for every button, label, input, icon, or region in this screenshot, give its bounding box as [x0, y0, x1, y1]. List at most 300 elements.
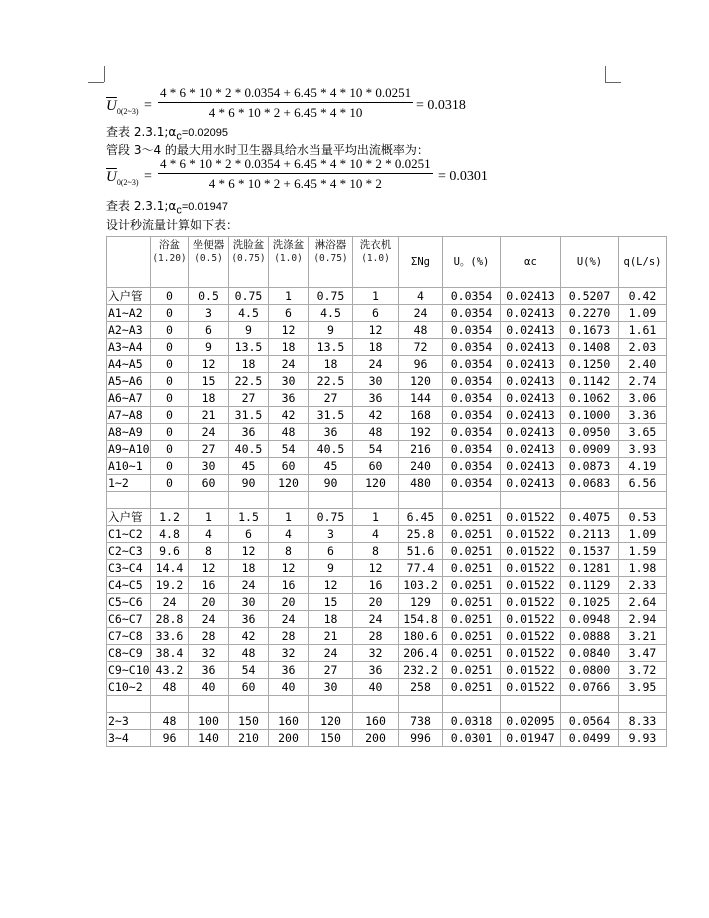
table-cell: 6 — [309, 543, 353, 560]
table-cell: 33.6 — [151, 628, 189, 645]
table-cell: 144 — [399, 390, 443, 407]
column-header-name: U(%) — [576, 255, 603, 268]
table-cell: 60 — [269, 458, 309, 475]
table-row — [107, 407, 667, 424]
table-cell: 4 — [269, 526, 309, 543]
table-cell — [561, 696, 619, 713]
formula-1-result: = 0.0318 — [416, 98, 466, 113]
table-cell: 0.75 — [229, 288, 269, 305]
table-cell: 0.0318 — [443, 713, 501, 730]
table-cell: 28.8 — [151, 611, 189, 628]
table-cell: 72 — [399, 339, 443, 356]
table-cell: 2.94 — [619, 611, 667, 628]
table-row — [107, 679, 667, 696]
table-cell: 36 — [309, 424, 353, 441]
table-cell: 0.01522 — [501, 526, 561, 543]
table-row — [107, 339, 667, 356]
table-cell: 120 — [309, 713, 353, 730]
table-cell: 480 — [399, 475, 443, 492]
table-cell: 0.1025 — [561, 594, 619, 611]
pipe-segment-cell: A8~A9 — [107, 424, 151, 441]
pipe-segment-cell — [107, 696, 151, 713]
table-cell: 0.0251 — [443, 509, 501, 526]
table-cell: 9 — [189, 339, 229, 356]
pipe-segment-cell: 2~3 — [107, 713, 151, 730]
table-cell: 77.4 — [399, 560, 443, 577]
table-cell: 0.75 — [309, 288, 353, 305]
table-cell: 0.02413 — [501, 390, 561, 407]
table-cell: 9 — [309, 560, 353, 577]
pipe-segment-cell: A9~A10 — [108, 442, 150, 456]
table-cell: 160 — [269, 713, 309, 730]
table-cell — [501, 696, 561, 713]
table-cell: 0.0354 — [443, 407, 501, 424]
table-cell: 36 — [353, 662, 399, 679]
pipe-segment-cell: C6~C7 — [107, 611, 151, 628]
table-cell: 3.72 — [619, 662, 667, 679]
table-cell: 9.93 — [619, 730, 667, 747]
table-cell: 36 — [269, 390, 309, 407]
table-cell: 0 — [151, 339, 189, 356]
table-cell: 96 — [151, 730, 189, 747]
table-cell: 200 — [353, 730, 399, 747]
table-row — [107, 458, 667, 475]
table-cell: 24 — [269, 356, 309, 373]
table-cell: 40 — [189, 679, 229, 696]
table-cell: 0.5 — [189, 288, 229, 305]
table-cell: 1 — [269, 509, 309, 526]
table-cell: 0.0909 — [561, 441, 619, 458]
table-cell: 0.01522 — [501, 577, 561, 594]
pipe-segment-cell: A1~A2 — [107, 305, 151, 322]
table-intro: 设计秒流量计算如下表： — [106, 218, 239, 232]
table-cell: 0.01522 — [501, 611, 561, 628]
table-cell: 0.0251 — [443, 594, 501, 611]
table-cell: 4.5 — [309, 305, 353, 322]
table-cell: 51.6 — [399, 543, 443, 560]
table-cell: 0.02413 — [501, 322, 561, 339]
table-cell: 210 — [229, 730, 269, 747]
table-cell: 0.2270 — [561, 305, 619, 322]
table-cell: 0 — [151, 356, 189, 373]
table-row — [107, 662, 667, 679]
table-cell: 0.0873 — [561, 458, 619, 475]
table-cell: 0 — [151, 407, 189, 424]
lookup-line-1: 查表 $2.3.1;\alpha_c=0.02095$ — [106, 125, 228, 143]
table-cell: 0.0251 — [443, 560, 501, 577]
table-cell: 40 — [353, 679, 399, 696]
table-cell: 140 — [189, 730, 229, 747]
table-cell: 60 — [353, 458, 399, 475]
formula-1-fraction — [158, 85, 413, 121]
column-header-name: q(L/s) — [623, 255, 662, 268]
table-cell: 0.1673 — [561, 322, 619, 339]
column-header-name: 浴盆 — [159, 239, 180, 251]
table-cell: 0.0354 — [443, 339, 501, 356]
pipe-segment-cell: C3~C4 — [107, 560, 151, 577]
table-row — [107, 390, 667, 407]
table-cell: 4 — [353, 526, 399, 543]
table-cell: 2.33 — [619, 577, 667, 594]
column-header-unit: (1.0) — [361, 253, 390, 264]
pipe-segment-cell: C4~C5 — [107, 577, 151, 594]
table-cell: 206.4 — [399, 645, 443, 662]
table-cell: 15 — [189, 373, 229, 390]
table-cell: 0 — [151, 458, 189, 475]
column-header-0 — [107, 237, 151, 288]
table-cell: 0.01947 — [501, 730, 561, 747]
table-cell: 1.98 — [619, 560, 667, 577]
table-cell: 36 — [189, 662, 229, 679]
table-cell: 48 — [151, 713, 189, 730]
pipe-segment-cell: C10~2 — [107, 679, 151, 696]
table-cell: 0 — [151, 305, 189, 322]
column-header-name: 洗涤盆 — [272, 239, 305, 251]
table-cell: 4.5 — [229, 305, 269, 322]
table-cell: 18 — [353, 339, 399, 356]
table-cell: 0.01522 — [501, 662, 561, 679]
table-cell: 36 — [269, 662, 309, 679]
table-cell: 6 — [229, 526, 269, 543]
table-cell: 1 — [189, 509, 229, 526]
table-row — [107, 305, 667, 322]
table-cell: 42 — [269, 407, 309, 424]
table-cell: 0.1408 — [561, 339, 619, 356]
table-cell: 48 — [269, 424, 309, 441]
column-header-1 — [151, 237, 189, 288]
table-cell: 42 — [353, 407, 399, 424]
table-cell: 0.1000 — [561, 407, 619, 424]
table-cell: 40.5 — [309, 441, 353, 458]
table-cell — [229, 696, 269, 713]
table-cell: 4.19 — [619, 458, 667, 475]
pipe-segment-cell: C9~C10 — [108, 663, 150, 677]
table-cell: 25.8 — [399, 526, 443, 543]
table-cell: 0.02413 — [501, 441, 561, 458]
pipe-segment-cell: A7~A8 — [107, 407, 151, 424]
table-row — [107, 288, 667, 305]
table-cell: 18 — [269, 339, 309, 356]
table-cell: 0.4075 — [561, 509, 619, 526]
pipe-segment-cell: C2~C3 — [107, 543, 151, 560]
table-cell: 40 — [269, 679, 309, 696]
table-cell: 20 — [269, 594, 309, 611]
table-row — [107, 628, 667, 645]
table-cell: 0 — [151, 288, 189, 305]
table-cell: 48 — [353, 424, 399, 441]
table-cell: 3.47 — [619, 645, 667, 662]
table-cell: 3.65 — [619, 424, 667, 441]
table-cell — [189, 696, 229, 713]
table-cell: 40.5 — [229, 441, 269, 458]
table-cell: 0.0251 — [443, 611, 501, 628]
table-cell: 27 — [309, 662, 353, 679]
table-cell: 0.1142 — [561, 373, 619, 390]
column-header-3 — [229, 237, 269, 288]
table-cell: 0.1062 — [561, 390, 619, 407]
table-cell: 12 — [353, 322, 399, 339]
table-cell: 0.0251 — [443, 645, 501, 662]
table-cell: 240 — [399, 458, 443, 475]
table-cell: 48 — [151, 679, 189, 696]
table-cell: 0.0354 — [443, 288, 501, 305]
formula-2-numerator: 4 * 6 * 10 * 2 * 0.0354 + 6.45 * 4 * 10 * 2 * 0.0251 — [158, 156, 433, 174]
table-cell: 43.2 — [151, 662, 189, 679]
table-cell: 0.01522 — [501, 543, 561, 560]
table-cell: 13.5 — [309, 339, 353, 356]
table-row — [107, 577, 667, 594]
table-cell: 96 — [399, 356, 443, 373]
table-cell: 0.02413 — [501, 339, 561, 356]
table-cell: 32 — [189, 645, 229, 662]
pipe-segment-cell: C1~C2 — [107, 526, 151, 543]
table-cell: 13.5 — [229, 339, 269, 356]
table-cell: 54 — [353, 441, 399, 458]
table-row — [107, 492, 667, 509]
page-corner-mark-top-left — [104, 66, 105, 82]
table-cell: 22.5 — [229, 373, 269, 390]
column-header-name: 坐便器 — [192, 239, 225, 251]
table-cell: 0.0354 — [443, 356, 501, 373]
table-cell: 18 — [189, 390, 229, 407]
table-cell: 0.01522 — [501, 594, 561, 611]
table-cell: 0 — [151, 373, 189, 390]
formula-2-fraction — [158, 156, 433, 192]
table-cell: 27 — [229, 390, 269, 407]
table-row — [107, 713, 667, 730]
table-cell: 100 — [189, 713, 229, 730]
table-cell — [229, 492, 269, 509]
table-cell — [269, 696, 309, 713]
table-cell: 0.02413 — [501, 288, 561, 305]
table-cell: 54 — [269, 441, 309, 458]
table-cell: 45 — [309, 458, 353, 475]
table-cell: 0 — [151, 475, 189, 492]
formula-2-denominator: 4 * 6 * 10 * 2 + 6.45 * 4 * 10 * 2 — [208, 176, 382, 191]
table-cell: 0.01522 — [501, 509, 561, 526]
table-cell: 0.0251 — [443, 628, 501, 645]
table-cell — [309, 696, 353, 713]
column-header-unit: (0.75) — [313, 253, 348, 264]
table-cell: 232.2 — [399, 662, 443, 679]
table-cell: 4 — [399, 288, 443, 305]
table-cell: 0.5207 — [561, 288, 619, 305]
pipe-segment-cell: A3~A4 — [107, 339, 151, 356]
table-cell: 0.0766 — [561, 679, 619, 696]
table-cell: 18 — [229, 356, 269, 373]
table-cell: 0.0840 — [561, 645, 619, 662]
table-cell: 30 — [353, 373, 399, 390]
design-flow-table — [106, 236, 667, 747]
table-cell: 216 — [399, 441, 443, 458]
formula-1-lhs: $\overline{U}_{0(2\sim 3)}$ — [106, 98, 139, 116]
table-cell: 0.01522 — [501, 628, 561, 645]
table-cell — [619, 696, 667, 713]
table-cell: 1.2 — [151, 509, 189, 526]
table-row — [107, 373, 667, 390]
column-header-7 — [399, 237, 443, 288]
table-cell: 0.1537 — [561, 543, 619, 560]
formula-1-denominator: 4 * 6 * 10 * 2 + 6.45 * 4 * 10 — [208, 105, 363, 120]
table-cell: 6 — [353, 305, 399, 322]
table-cell: 200 — [269, 730, 309, 747]
pipe-segment-cell: A4~A5 — [107, 356, 151, 373]
table-cell: 28 — [189, 628, 229, 645]
table-cell: 0.0301 — [443, 730, 501, 747]
formula-1-numerator: 4 * 6 * 10 * 2 * 0.0354 + 6.45 * 4 * 10 * 0.0251 — [158, 85, 413, 103]
table-cell: 22.5 — [309, 373, 353, 390]
table-cell: 3 — [309, 526, 353, 543]
table-cell: 0.0354 — [443, 390, 501, 407]
table-cell: 0.0354 — [443, 305, 501, 322]
table-cell: 9 — [309, 322, 353, 339]
table-cell: 24 — [353, 356, 399, 373]
table-cell: 192 — [399, 424, 443, 441]
table-cell: 129 — [399, 594, 443, 611]
table-cell: 24 — [309, 645, 353, 662]
table-cell: 42 — [229, 628, 269, 645]
table-cell: 16 — [269, 577, 309, 594]
table-cell — [353, 492, 399, 509]
table-row — [107, 730, 667, 747]
pipe-segment-cell: A10~1 — [107, 458, 151, 475]
table-cell: 30 — [229, 594, 269, 611]
table-cell: 0.01522 — [501, 560, 561, 577]
table-cell: 1.5 — [229, 509, 269, 526]
table-cell: 3.06 — [619, 390, 667, 407]
table-cell: 0.1281 — [561, 560, 619, 577]
table-cell: 258 — [399, 679, 443, 696]
table-cell: 0.1129 — [561, 577, 619, 594]
table-cell: 38.4 — [151, 645, 189, 662]
table-cell: 0.0800 — [561, 662, 619, 679]
table-cell: 48 — [229, 645, 269, 662]
page-corner-mark-top-right — [605, 66, 606, 82]
table-cell: 120 — [399, 373, 443, 390]
column-header-unit: (1.0) — [274, 253, 303, 264]
table-cell: 16 — [189, 577, 229, 594]
table-cell: 90 — [229, 475, 269, 492]
table-cell: 28 — [353, 628, 399, 645]
table-cell: 30 — [309, 679, 353, 696]
pipe-segment-cell — [107, 492, 151, 509]
table-cell: 103.2 — [399, 577, 443, 594]
table-cell: 120 — [269, 475, 309, 492]
table-cell: 0.0251 — [443, 662, 501, 679]
table-cell: 150 — [309, 730, 353, 747]
table-cell — [399, 696, 443, 713]
table-cell: 154.8 — [399, 611, 443, 628]
table-cell: 18 — [309, 356, 353, 373]
table-cell: 1 — [269, 288, 309, 305]
column-header-unit: (1.20) — [152, 253, 187, 264]
table-cell: 0.0683 — [561, 475, 619, 492]
column-header-8 — [443, 237, 501, 288]
table-cell: 0.0354 — [443, 441, 501, 458]
table-cell: 18 — [309, 611, 353, 628]
table-cell: 1.61 — [619, 322, 667, 339]
page-corner-mark-top-left-h — [88, 82, 104, 83]
column-header-name: 淋浴器 — [314, 239, 347, 251]
table-cell — [443, 696, 501, 713]
table-cell: 12 — [189, 560, 229, 577]
table-cell: 996 — [399, 730, 443, 747]
table-row — [107, 696, 667, 713]
table-cell: 3.95 — [619, 679, 667, 696]
table-cell — [443, 492, 501, 509]
table-cell: 12 — [229, 543, 269, 560]
table-cell: 0.0499 — [561, 730, 619, 747]
table-cell — [269, 492, 309, 509]
table-cell — [353, 696, 399, 713]
table-cell — [619, 492, 667, 509]
table-cell: 0.0354 — [443, 373, 501, 390]
table-cell: 0.02413 — [501, 475, 561, 492]
table-cell: 90 — [309, 475, 353, 492]
table-cell: 32 — [353, 645, 399, 662]
table-cell: 8 — [269, 543, 309, 560]
table-row — [107, 475, 667, 492]
table-cell: 14.4 — [151, 560, 189, 577]
column-header-name: 洗衣机 — [359, 239, 392, 251]
table-cell: 150 — [229, 713, 269, 730]
column-header-name: 洗脸盆 — [232, 239, 265, 251]
table-cell: 21 — [309, 628, 353, 645]
table-header-row — [107, 237, 667, 288]
table-cell: 0.0354 — [443, 475, 501, 492]
table-cell: 1.09 — [619, 305, 667, 322]
table-cell: 0.01522 — [501, 645, 561, 662]
table-cell: 30 — [189, 458, 229, 475]
column-header-unit: (0.75) — [231, 253, 266, 264]
table-cell — [309, 492, 353, 509]
lookup-line-2: 查表 $2.3.1;\alpha_c=0.01947$ — [106, 199, 228, 217]
table-row — [107, 356, 667, 373]
pipe-segment-cell: C5~C6 — [107, 594, 151, 611]
table-cell: 20 — [189, 594, 229, 611]
table-cell: 3 — [189, 305, 229, 322]
table-cell: 1 — [353, 509, 399, 526]
table-cell: 9 — [229, 322, 269, 339]
table-cell: 16 — [353, 577, 399, 594]
table-cell: 0.0251 — [443, 526, 501, 543]
table-cell: 36 — [229, 424, 269, 441]
table-cell: 27 — [189, 441, 229, 458]
table-cell: 0 — [151, 390, 189, 407]
pipe-segment-cell: A2~A3 — [107, 322, 151, 339]
table-cell: 738 — [399, 713, 443, 730]
table-cell: 0.02413 — [501, 458, 561, 475]
pipe-segment-cell: 1~2 — [107, 475, 151, 492]
table-cell: 3.93 — [619, 441, 667, 458]
table-cell: 19.2 — [151, 577, 189, 594]
pipe-segment-cell: 入户管 — [107, 288, 151, 305]
table-cell: 0.0251 — [443, 543, 501, 560]
table-cell: 160 — [353, 713, 399, 730]
table-row — [107, 322, 667, 339]
table-cell: 1.59 — [619, 543, 667, 560]
table-cell: 6.45 — [399, 509, 443, 526]
column-header-10 — [561, 237, 619, 288]
table-cell: 6 — [189, 322, 229, 339]
table-cell: 3.36 — [619, 407, 667, 424]
table-cell: 6.56 — [619, 475, 667, 492]
column-header-5 — [309, 237, 353, 288]
table-cell: 45 — [229, 458, 269, 475]
column-header-9 — [501, 237, 561, 288]
column-header-4 — [269, 237, 309, 288]
table-cell: 0.0564 — [561, 713, 619, 730]
